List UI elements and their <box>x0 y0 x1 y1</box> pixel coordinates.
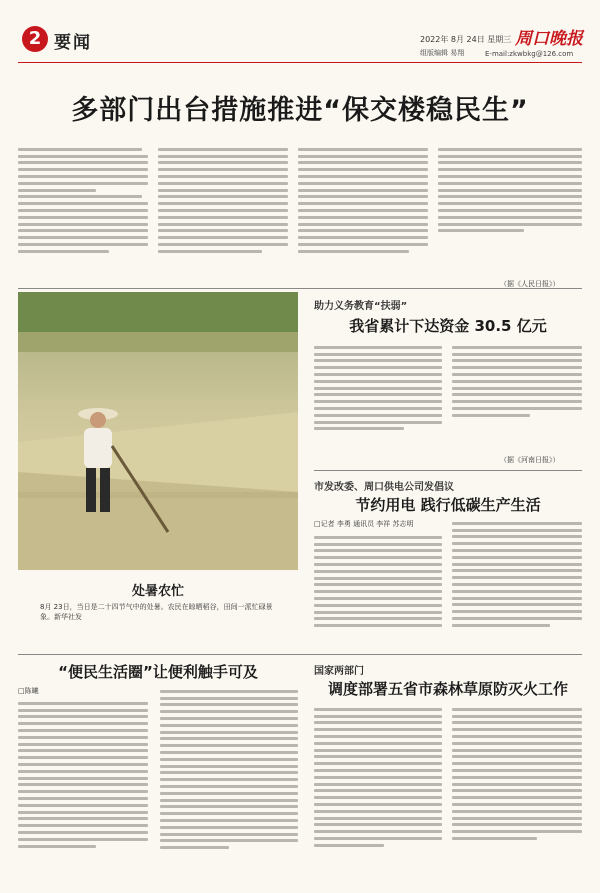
fire-column-1 <box>314 704 442 878</box>
convenience-byline: □陈曦 <box>18 687 39 695</box>
convenience-column-2 <box>160 686 298 878</box>
lower-divider <box>18 654 582 655</box>
fire-title: 调度部署五省市森林草原防灭火工作 <box>327 680 568 698</box>
energy-kicker: 市发改委、周口供电公司发倡议 <box>314 482 454 493</box>
convenience-column-1 <box>18 698 148 878</box>
lead-source: （据《人民日报》） <box>500 280 560 288</box>
farmer-illustration <box>18 292 298 570</box>
energy-column-1 <box>314 532 442 648</box>
photo-title: 处暑农忙 <box>131 584 184 599</box>
masthead-rule <box>18 62 582 63</box>
energy-title: 节约用电 践行低碳生产生活 <box>355 496 541 514</box>
contact-email: E-mail:zkwbkg@126.com <box>485 50 574 58</box>
page-number-badge: 2 <box>22 26 48 52</box>
section-title: 要闻 <box>54 33 92 53</box>
newspaper-logo: 周口晚报 <box>515 29 583 49</box>
photo-caption: 8月 23日，当日是二十四节气中的处暑。农民在晾晒稻谷，田间一派忙碌景象。新华社发 <box>40 603 273 621</box>
section-divider <box>18 288 582 289</box>
lead-article-column-4 <box>438 144 582 284</box>
energy-column-2 <box>452 518 582 648</box>
farmer-photo <box>18 292 298 570</box>
issue-date: 2022年 8月 24日 星期三 <box>420 35 512 44</box>
lead-article-column-1 <box>18 144 148 284</box>
editor-credit: 组版编辑 易翔 <box>420 49 465 57</box>
education-column-2 <box>452 342 582 452</box>
energy-byline: □记者 李勇 通讯员 李祥 苏志明 <box>314 520 414 528</box>
education-title: 我省累计下达资金 30.5 亿元 <box>349 317 547 335</box>
convenience-title: “便民生活圈”让便利触手可及 <box>58 663 258 681</box>
fire-kicker: 国家两部门 <box>314 666 364 677</box>
lead-headline: 多部门出台措施推进“保交楼稳民生” <box>71 95 529 126</box>
lead-article-column-3 <box>298 144 428 284</box>
fire-column-2 <box>452 704 582 878</box>
education-column-1 <box>314 342 442 452</box>
education-source: （据《河南日报》） <box>500 456 560 464</box>
lead-article-column-2 <box>158 144 288 284</box>
education-divider <box>314 470 582 471</box>
education-kicker: 助力义务教育“扶弱” <box>314 301 408 312</box>
